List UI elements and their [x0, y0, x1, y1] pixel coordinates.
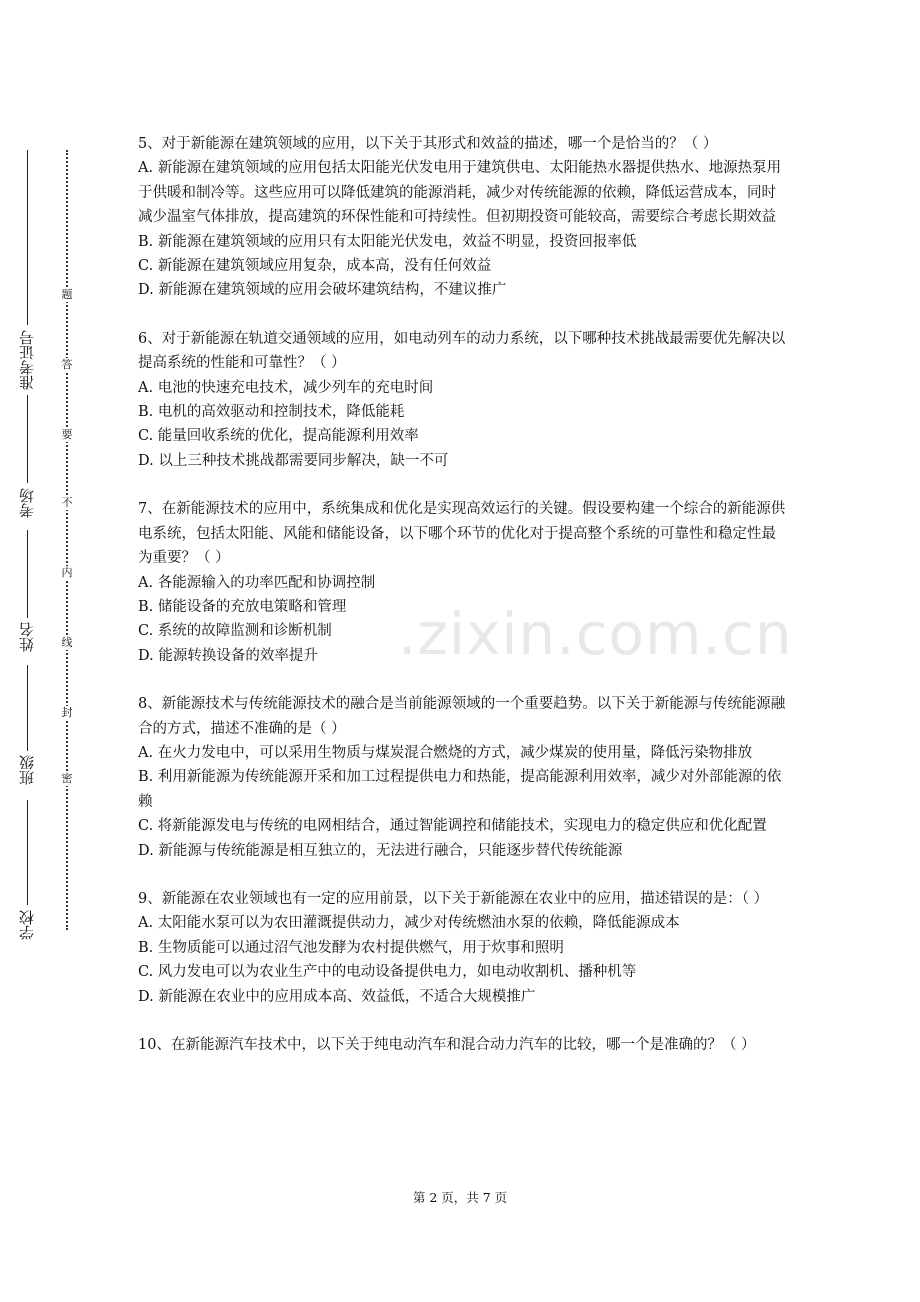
option-a: A. 各能源输入的功率匹配和协调控制 [138, 574, 376, 591]
margin-label-exam-room: 考场 [18, 488, 36, 518]
binding-margin [0, 0, 100, 1302]
option-c: C. 将新能源发电与传统的电网相结合，通过智能调控和储能技术，实现电力的稳定供应和优化配置 [138, 818, 767, 835]
seal-char: 答 [58, 358, 76, 372]
watermark: .zixin.com.cn [398, 600, 793, 668]
question-5 [138, 132, 788, 303]
option-a: A. 在火力发电中，可以采用生物质与煤炭混合燃烧的方式，减少煤炭的使用量，降低污染物排放 [138, 744, 753, 761]
seal-char: 题 [58, 288, 76, 302]
question-stem: 7、在新能源技术的应用中，系统集成和优化是实现高效运行的关键。假设要构建一个综合的新能源供电系统，包括太阳能、风能和储能设备，以下哪个环节的优化对于提高整个系统的可靠性和稳定性最为重要？（ ） [138, 501, 786, 567]
option-d: D. 新能源与传统能源是相互独立的，无法进行融合，只能逐步替代传统能源 [138, 842, 623, 859]
option-b: B. 生物质能可以通过沼气池发酵为农村提供燃气，用于炊事和照明 [138, 939, 564, 956]
question-stem: 8、新能源技术与传统能源技术的融合是当前能源领域的一个重要趋势。以下关于新能源与传统能源融合的方式，描述不准确的是（ ） [138, 696, 786, 737]
question-stem: 5、对于新能源在建筑领域的应用，以下关于其形式和效益的描述，哪一个是恰当的？（ ） [138, 136, 718, 152]
margin-label-class: 班级 [18, 755, 36, 785]
option-d: D. 新能源在建筑领域的应用会破坏建筑结构，不建议推广 [138, 282, 507, 299]
question-stem: 10、在新能源汽车技术中，以下关于纯电动汽车和混合动力汽车的比较，哪一个是准确的？（ ） [138, 1037, 756, 1053]
option-c: C. 风力发电可以为农业生产中的电动设备提供电力，如电动收割机、播种机等 [138, 964, 637, 981]
option-d: D. 新能源在农业中的应用成本高、效益低，不适合大规模推广 [138, 988, 536, 1005]
question-6 [138, 327, 788, 473]
question-9 [138, 887, 788, 1009]
seal-char: 线 [58, 636, 76, 650]
seal-char: 密 [58, 772, 76, 786]
option-d: D. 能源转换设备的效率提升 [138, 647, 318, 664]
blank-line-school [27, 800, 28, 905]
option-c: C. 新能源在建筑领域应用复杂，成本高，没有任何效益 [138, 258, 492, 275]
margin-label-school: 学校 [18, 910, 36, 940]
question-8 [138, 692, 788, 863]
seal-char: 要 [58, 428, 76, 442]
option-b: B. 电机的高效驱动和控制技术，降低能耗 [138, 404, 405, 421]
option-b: B. 利用新能源为传统能源开采和加工过程提供电力和热能，提高能源利用效率，减少对外部能源的依赖 [138, 769, 782, 810]
blank-line-exam-room [27, 395, 28, 483]
seal-char: 内 [58, 566, 76, 580]
margin-label-name: 姓名 [18, 622, 36, 652]
blank-line-name [27, 530, 28, 618]
blank-line-exam-id [27, 150, 28, 325]
seal-char: 封 [58, 706, 76, 720]
option-d: D. 以上三种技术挑战都需要同步解决，缺一不可 [138, 452, 449, 469]
question-10 [138, 1033, 788, 1057]
seal-char: 不 [58, 496, 76, 510]
margin-label-exam-id: 准考证号 [18, 330, 36, 390]
question-7 [138, 497, 788, 668]
question-stem: 9、新能源在农业领域也有一定的应用前景，以下关于新能源在农业中的应用，描述错误的是：（ ） [138, 890, 769, 907]
question-stem: 6、对于新能源在轨道交通领域的应用，如电动列车的动力系统，以下哪种技术挑战最需要优先解决以提高系统的性能和可靠性？（ ） [138, 330, 786, 372]
seal-dotted-line [66, 150, 68, 930]
option-a: A. 太阳能水泵可以为农田灌溉提供动力，减少对传统燃油水泵的依赖，降低能源成本 [138, 915, 680, 932]
option-c: C. 系统的故障监测和诊断机制 [138, 623, 332, 640]
blank-line-class [27, 665, 28, 751]
option-a: A. 新能源在建筑领域的应用包括太阳能光伏发电用于建筑供电、太阳能热水器提供热水、地源热泵用于供暖和制冷等。这些应用可以降低建筑的能源消耗，减少对传统能源的依赖，降低运营成本，同时减少温室气体排放，提高建筑的环保性能和可持续性。但初期投资可能较高，需要综合考虑长期效益 [138, 160, 782, 226]
question-list [138, 132, 788, 1081]
option-c: C. 能量回收系统的优化，提高能源利用效率 [138, 428, 419, 445]
option-a: A. 电池的快速充电技术，减少列车的充电时间 [138, 379, 434, 396]
option-b: B. 新能源在建筑领域的应用只有太阳能光伏发电，效益不明显，投资回报率低 [138, 233, 637, 250]
page-number-footer: 第 2 页，共 7 页 [412, 1190, 508, 1205]
option-b: B. 储能设备的充放电策略和管理 [138, 598, 347, 615]
